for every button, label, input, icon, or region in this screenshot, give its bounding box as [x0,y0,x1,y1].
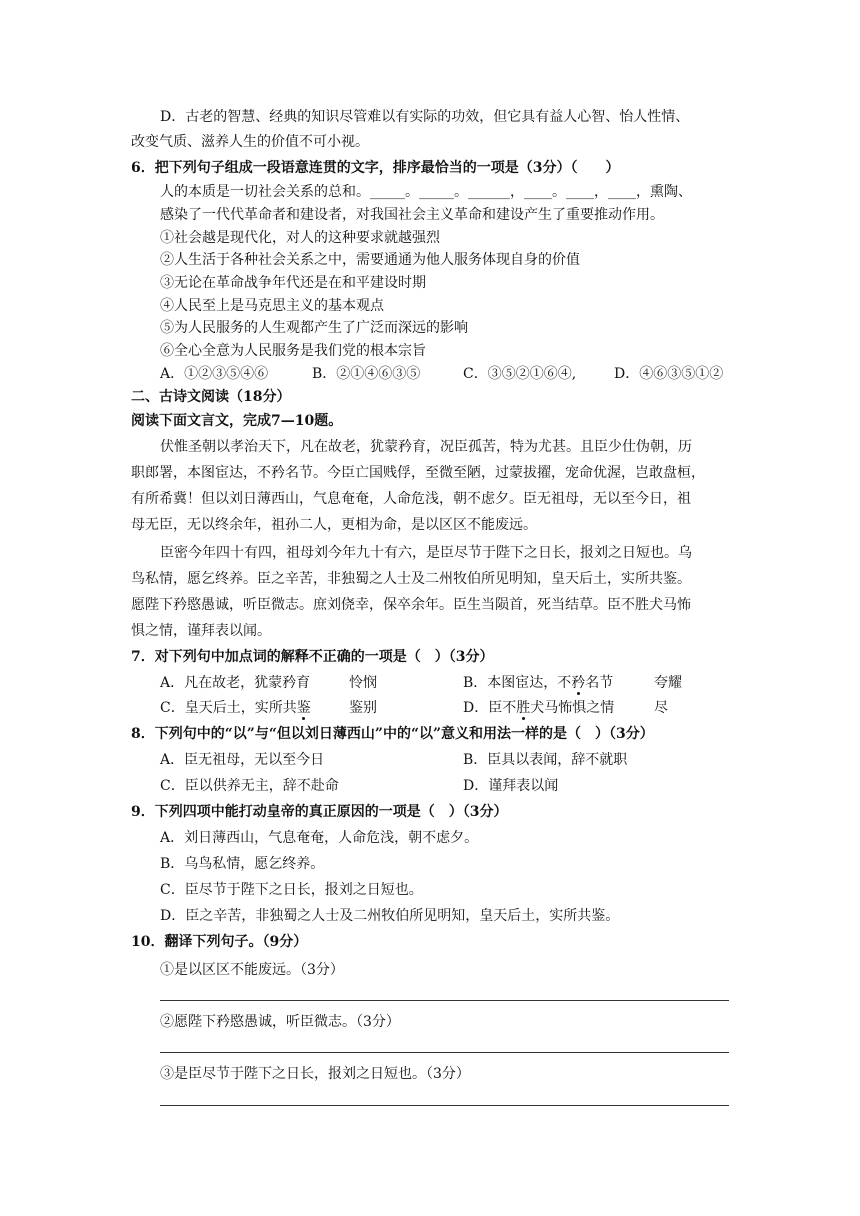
question-8-option-c: C．臣以供养无主，辞不赴命 [160,778,339,794]
question-7-option-c-gloss: 鉴别 [349,700,377,716]
section-2-heading: 二、古诗文阅读（18分） [131,389,291,405]
passage-line: 愿陛下矜愍愚诚，听臣微志。庶刘侥幸，保卒余年。臣生当陨首，死当结草。臣不胜犬马怖 [131,597,691,613]
question-7-option-b-gloss: 夸耀 [654,675,682,691]
answer-line [160,1000,729,1001]
question-6-title: 6．把下列句子组成一段语意连贯的文字，排序最恰当的一项是（3分）（ ） [131,160,620,176]
question-7-option-d: D．臣不胜犬马怖惧之情 [463,700,615,716]
question-7-option-a: A．凡在故老，犹蒙矜育 [160,675,311,691]
question-7-title: 7．对下列句中加点词的解释不正确的一项是（ ）（3分） [131,649,494,665]
passage-line: 鸟私情，愿乞终养。臣之辛苦，非独蜀之人士及二州牧伯所见明知，皇天后土，实所共鉴。 [131,571,691,587]
question-8-title: 8．下列句中的“以”与“但以刘日薄西山”中的“以”意义和用法一样的是（ ）（3分） [131,726,654,742]
question-9-option-a: A．刘日薄西山，气息奄奄，人命危浅，朝不虑夕。 [160,830,479,846]
passage-line: 职郎署，本图宦达，不矜名节。今臣亡国贱俘，至微至陋，过蒙拔擢，宠命优渥，岂敢盘桓， [131,465,705,481]
question-6-item: ③无论在革命战争年代还是在和平建设时期 [160,275,426,291]
emphasis-dot-char: 矜 [571,675,586,691]
question-7-option-c: C．皇天后土，实所共鉴 [160,700,311,716]
section-2-instruction: 阅读下面文言文，完成7—10题。 [131,413,343,429]
question-9-title: 9．下列四项中能打动皇帝的真正原因的一项是（ ）（3分） [131,804,508,820]
answer-line [160,1052,729,1053]
question-7-option-d-gloss: 尽 [654,700,668,716]
question-8-option-b: B．臣具以表闻，辞不就职 [463,752,628,768]
question-6-item: ⑥全心全意为人民服务是我们党的根本宗旨 [160,343,426,359]
question-9-option-b: B．乌鸟私情，愿乞终养。 [160,856,325,872]
q5-option-d-line1: D．古老的智慧、经典的知识尽管难以有实际的功效，但它具有益人心智、怡人性情、 [160,109,690,125]
question-8-option-a: A．臣无祖母，无以至今日 [160,752,325,768]
question-10-item: ③是臣尽节于陛下之日长，报刘之日短也。（3分） [160,1066,470,1082]
question-8-option-d: D．谨拜表以闻 [463,778,559,794]
question-6-item: ①社会越是现代化，对人的这种要求就越强烈 [160,230,440,246]
question-10-title: 10．翻译下列句子。（9分） [131,934,308,950]
question-6-item: ②人生活于各种社会关系之中，需要通通为他人服务体现自身的价值 [160,252,580,268]
question-10-item: ②愿陛下矜愍愚诚，听臣微志。（3分） [160,1014,400,1030]
passage-line: 惧之情，谨拜表以闻。 [131,623,271,639]
question-6-item: ⑤为人民服务的人生观都产生了广泛而深远的影响 [160,320,468,336]
q5-option-d-line2: 改变气质、滋养人生的价值不可小视。 [131,134,369,150]
question-6-stem-line2: 感染了一代代革命者和建设者，对我国社会主义革命和建设产生了重要推动作用。 [160,207,664,223]
passage-line: 伏惟圣朝以孝治天下，凡在故老，犹蒙矜育，况臣孤苦，特为尤甚。且臣少仕伪朝，历 [160,439,692,455]
question-9-option-d: D．臣之辛苦，非独蜀之人士及二州牧伯所见明知，皇天后土，实所共鉴。 [160,908,620,924]
passage-line: 臣密今年四十有四，祖母刘今年九十有六，是臣尽节于陛下之日长，报刘之日短也。乌 [160,545,692,561]
question-6-stem-line1: 人的本质是一切社会关系的总和。_____。_____。______，____。____，____，熏陶、 [160,184,692,200]
question-6-option-a: A．①②③⑤④⑥ [160,366,269,382]
question-9-option-c: C．臣尽节于陛下之日长，报刘之日短也。 [160,882,423,898]
passage-line: 有所希冀！但以刘日薄西山，气息奄奄，人命危浅，朝不虑夕。臣无祖母，无以至今日，祖 [131,491,691,507]
question-7-option-b: B．本图宦达，不矜名节 [463,675,614,691]
answer-line [160,1105,729,1106]
emphasis-dot-char: 胜 [516,700,531,716]
question-6-option-c: C．③⑤②①⑥④, [463,366,577,382]
question-6-option-d: D．④⑥③⑤①② [614,366,724,382]
question-6-item: ④人民至上是马克思主义的基本观点 [160,298,384,314]
emphasis-dot-char: 鉴 [296,700,311,716]
question-6-option-b: B．②①④⑥③⑤ [312,366,421,382]
question-10-item: ①是以区区不能废远。（3分） [160,962,344,978]
passage-line: 母无臣，无以终余年，祖孙二人，更相为命，是以区区不能废远。 [131,517,537,533]
question-7-option-a-gloss: 怜悯 [349,675,377,691]
